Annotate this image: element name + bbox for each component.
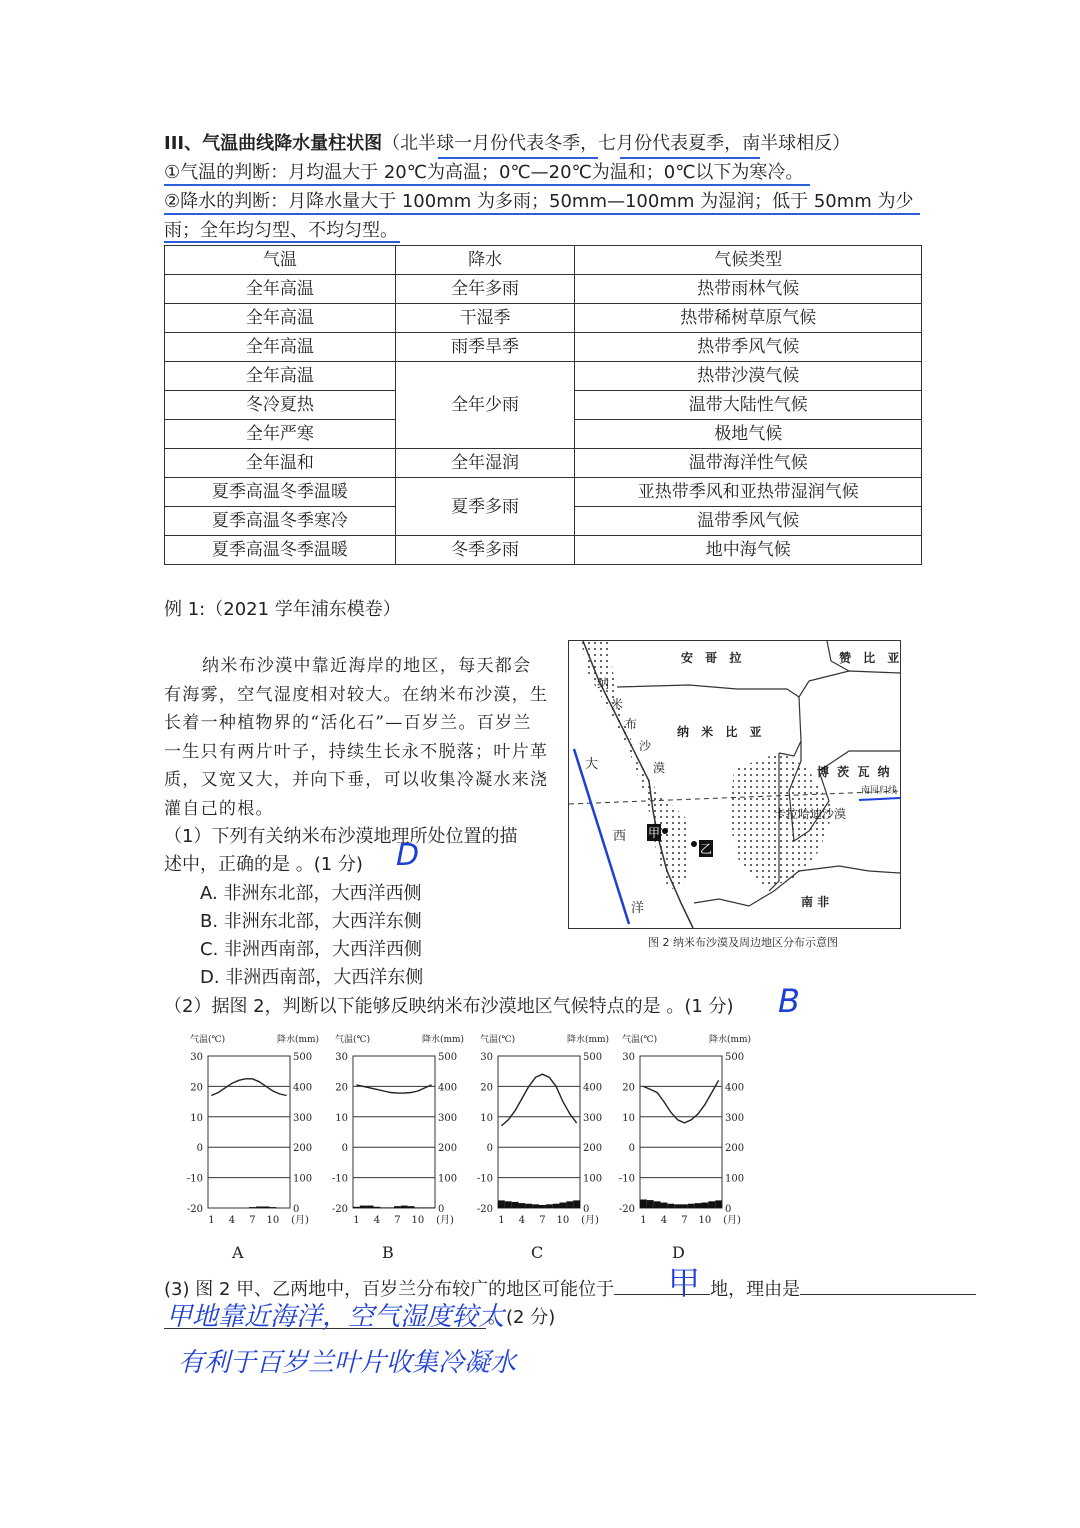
- section-title-bold: III、气温曲线降水量柱状图: [164, 133, 383, 154]
- precip-tick-label: 500: [293, 1052, 313, 1063]
- month-tick-label: 4: [228, 1215, 236, 1226]
- temperature-rule: ①气温的判断：月均温大于 20℃为高温；0℃—20℃为温和；0℃以下为寒冷。: [164, 162, 804, 183]
- label-namibia: 纳 米 比 亚: [677, 725, 766, 739]
- underline: [438, 157, 598, 159]
- question-2: （2）据图 2，判断以下能够反映纳米布沙漠地区气候特点的是 。(1 分): [164, 996, 734, 1017]
- month-tick-label: 10: [556, 1215, 570, 1226]
- month-tick-label: 1: [208, 1215, 215, 1226]
- precip-tick-label: 200: [725, 1143, 745, 1155]
- passage-text: 纳米布沙漠中靠近海岸的地区，每天都会有海雾，空气湿度相对较大。在纳米布沙漠，生长着一种植物界的“活化石”—百岁兰。百岁兰一生只有两片叶子，持续生长永不脱落；叶片革质，又宽又大，并向下垂，可以收集冷凝水来浇灌自己的根。: [164, 656, 549, 819]
- example-title: 例 1:（2021 学年浦东模卷）: [164, 599, 401, 620]
- climate-cell: 亚热带季风和亚热带湿润气候: [575, 478, 922, 507]
- label-namib-2: 米: [611, 697, 624, 711]
- temp-tick-label: -20: [476, 1204, 493, 1215]
- header-temperature: 气温: [165, 246, 396, 275]
- label-jia: 甲: [648, 826, 661, 840]
- temp-tick-label: 0: [196, 1143, 203, 1155]
- precip-tick-label: 400: [583, 1082, 603, 1094]
- handwritten-reason-1: 甲地靠近海洋，空气湿度较大: [166, 1302, 505, 1332]
- month-tick-label: 10: [411, 1215, 425, 1226]
- precip-bar: [702, 1203, 709, 1208]
- temp-tick-label: 10: [622, 1112, 635, 1124]
- section-title-rest: （北半球一月份代表冬季，七月份代表夏季，南半球相反）: [382, 133, 851, 154]
- precip-bar: [401, 1206, 408, 1208]
- precip-tick-label: 400: [725, 1082, 745, 1094]
- handwritten-reason-2: 有利于百岁兰叶片收集冷凝水: [178, 1348, 517, 1378]
- chart-label-c: C: [531, 1243, 544, 1262]
- month-tick-label: 4: [518, 1215, 526, 1226]
- month-unit-label: (月): [723, 1215, 741, 1226]
- precip-bar: [573, 1200, 580, 1208]
- month-tick-label: 10: [266, 1215, 280, 1226]
- temp-tick-label: -20: [186, 1204, 203, 1215]
- temp-tick-label: -20: [331, 1204, 348, 1215]
- label-angola: 安 哥 拉: [681, 651, 746, 665]
- table-row: [165, 333, 922, 362]
- precip-bar: [498, 1200, 505, 1208]
- label-kalahari: 卡拉哈迪沙漠: [774, 807, 847, 821]
- table-row: [165, 275, 922, 304]
- precip-bar: [505, 1201, 512, 1208]
- label-da: 大: [585, 757, 599, 772]
- header-climate-type: 气候类型: [575, 246, 922, 275]
- month-tick-label: 7: [394, 1215, 401, 1226]
- temp-tick-label: 0: [341, 1143, 348, 1155]
- question-1-line1: （1）下列有关纳米布沙漠地理所处位置的描: [164, 826, 518, 847]
- precip-bar: [428, 1207, 435, 1208]
- month-tick-label: 1: [353, 1215, 360, 1226]
- temp-tick-label: 0: [628, 1143, 635, 1155]
- temp-axis-label: 气温(℃): [335, 1035, 371, 1045]
- temp-cell: 夏季高温冬季温暖: [165, 536, 396, 565]
- temp-cell: 夏季高温冬季寒冷: [165, 507, 396, 536]
- month-tick-label: 7: [539, 1215, 546, 1226]
- precip-tick-label: 0: [583, 1204, 590, 1215]
- underline: [164, 241, 400, 243]
- precip-bar: [688, 1204, 695, 1208]
- option-b: B. 非洲东北部，大西洋东侧: [200, 911, 422, 932]
- precipitation-rule-line1: ②降水的判断：月降水量大于 100mm 为多雨；50mm—100mm 为湿润；低于 50mm 为少: [164, 191, 914, 212]
- temp-tick-label: 30: [622, 1052, 635, 1063]
- precip-bar: [674, 1204, 681, 1208]
- precip-cell: 夏季多雨: [395, 478, 575, 536]
- precip-bar: [661, 1203, 668, 1208]
- label-yang: 洋: [631, 901, 645, 916]
- precip-bar: [408, 1206, 415, 1208]
- climate-cell: 热带季风气候: [575, 333, 922, 362]
- precip-bar: [421, 1207, 428, 1208]
- temp-tick-label: 0: [486, 1143, 493, 1155]
- precip-axis-label: 降水(mm): [566, 1035, 610, 1045]
- month-unit-label: (月): [291, 1215, 309, 1226]
- month-tick-label: 1: [498, 1215, 505, 1226]
- table-header-row: [165, 246, 922, 275]
- month-tick-label: 4: [660, 1215, 668, 1226]
- option-c: C. 非洲西南部，大西洋西侧: [200, 939, 423, 960]
- precip-bar: [532, 1204, 539, 1208]
- temp-tick-label: 10: [190, 1112, 203, 1124]
- underline: [620, 157, 760, 159]
- temp-tick-label: 30: [335, 1052, 348, 1063]
- precip-tick-label: 200: [438, 1143, 458, 1155]
- question-3-line2: 。(2 分): [488, 1307, 556, 1328]
- precip-tick-label: 0: [293, 1204, 300, 1215]
- label-zambia: 赞 比 亚: [839, 651, 904, 665]
- temperature-curve: [501, 1074, 576, 1126]
- month-tick-label: 7: [249, 1215, 256, 1226]
- precip-bar: [353, 1207, 360, 1208]
- precip-tick-label: 200: [293, 1143, 313, 1155]
- map-caption: 图 2 纳米布沙漠及周边地区分布示意图: [648, 936, 838, 949]
- precip-bar: [512, 1202, 519, 1208]
- precip-bar: [667, 1204, 674, 1208]
- climate-cell: 温带季风气候: [575, 507, 922, 536]
- handwritten-answer-1: D: [396, 838, 420, 873]
- temp-cell: 全年温和: [165, 449, 396, 478]
- precip-bar: [715, 1200, 722, 1208]
- climate-table: [164, 245, 922, 565]
- temp-tick-label: 30: [480, 1052, 493, 1063]
- precip-bar: [387, 1207, 394, 1208]
- label-tropic: 南回归线: [861, 786, 898, 796]
- temp-tick-label: -10: [476, 1173, 493, 1185]
- precip-bar: [249, 1207, 256, 1208]
- handwritten-answer-2: B: [778, 982, 800, 1020]
- month-tick-label: 10: [698, 1215, 712, 1226]
- climate-cell: 热带稀树草原气候: [575, 304, 922, 333]
- chart-label-b: B: [382, 1243, 394, 1262]
- plot-frame: [498, 1056, 580, 1208]
- temp-cell: 全年高温: [165, 362, 396, 391]
- precip-bar: [270, 1207, 277, 1208]
- temperature-curve: [211, 1079, 286, 1096]
- precip-bar: [695, 1203, 702, 1208]
- precip-tick-label: 100: [293, 1173, 313, 1185]
- temp-tick-label: -10: [331, 1173, 348, 1185]
- precip-bar: [360, 1206, 367, 1208]
- precip-bar: [525, 1204, 532, 1208]
- climate-cell: 地中海气候: [575, 536, 922, 565]
- temp-tick-label: 20: [335, 1082, 348, 1094]
- temp-axis-label: 气温(℃): [190, 1035, 226, 1045]
- table-row: [165, 536, 922, 565]
- precip-bar: [654, 1201, 661, 1208]
- precip-bar: [415, 1207, 422, 1208]
- precip-tick-label: 300: [583, 1112, 603, 1124]
- precip-axis-label: 降水(mm): [276, 1035, 320, 1045]
- temp-cell: 夏季高温冬季温暖: [165, 478, 396, 507]
- precip-bar: [374, 1207, 381, 1208]
- q3-text-a: (3) 图 2 甲、乙两地中，百岁兰分布较广的地区可能位于: [164, 1279, 615, 1300]
- temp-tick-label: 20: [190, 1082, 203, 1094]
- precip-bar: [394, 1206, 401, 1208]
- precip-tick-label: 0: [725, 1204, 732, 1215]
- option-d: D. 非洲西南部，大西洋东侧: [200, 967, 424, 988]
- precip-cell: 雨季旱季: [395, 333, 575, 362]
- precip-bar: [553, 1204, 560, 1208]
- handwritten-answer-3: 甲: [668, 1264, 701, 1302]
- chart-label-d: D: [672, 1243, 685, 1262]
- section-title: [164, 130, 850, 158]
- plot-frame: [353, 1056, 435, 1208]
- precip-bar: [640, 1199, 647, 1208]
- temp-tick-label: -10: [186, 1173, 203, 1185]
- precip-tick-label: 100: [583, 1173, 603, 1185]
- precip-tick-label: 500: [583, 1052, 603, 1063]
- precip-cell: 冬季多雨: [395, 536, 575, 565]
- precip-tick-label: 200: [583, 1143, 603, 1155]
- climate-charts: [180, 1028, 770, 1238]
- namib-map: [568, 640, 904, 929]
- temp-tick-label: -20: [618, 1204, 635, 1215]
- temp-tick-label: 20: [622, 1082, 635, 1094]
- temp-axis-label: 气温(℃): [622, 1035, 658, 1045]
- label-namib-4: 沙: [639, 739, 652, 753]
- precip-bar: [647, 1200, 654, 1208]
- month-tick-label: 7: [681, 1215, 688, 1226]
- label-botswana: 博 茨 瓦 纳: [817, 765, 892, 779]
- precip-cell: 全年少雨: [395, 362, 575, 449]
- table-row: [165, 304, 922, 333]
- label-xi: 西: [613, 829, 627, 844]
- month-unit-label: (月): [436, 1215, 454, 1226]
- temp-tick-label: 20: [480, 1082, 493, 1094]
- precip-bar: [367, 1206, 374, 1208]
- precip-tick-label: 500: [438, 1052, 458, 1063]
- temp-axis-label: 气温(℃): [480, 1035, 516, 1045]
- label-namib-5: 漠: [653, 761, 666, 775]
- table-row: [165, 362, 922, 391]
- precip-bar: [256, 1206, 263, 1208]
- precip-cell: 干湿季: [395, 304, 575, 333]
- climate-cell: 热带沙漠气候: [575, 362, 922, 391]
- climate-chart-c: [477, 1033, 609, 1226]
- passage: [164, 652, 549, 823]
- temp-cell: 全年高温: [165, 333, 396, 362]
- precip-axis-label: 降水(mm): [708, 1035, 752, 1045]
- precip-cell: 全年多雨: [395, 275, 575, 304]
- temp-cell: 冬冷夏热: [165, 391, 396, 420]
- climate-chart-a: [187, 1033, 319, 1226]
- precip-cell: 全年湿润: [395, 449, 575, 478]
- precip-tick-label: 300: [293, 1112, 313, 1124]
- climate-chart-d: [619, 1033, 751, 1226]
- table-row: [165, 449, 922, 478]
- month-tick-label: 1: [640, 1215, 647, 1226]
- precip-bar: [560, 1203, 567, 1208]
- precip-bar: [708, 1201, 715, 1208]
- temp-tick-label: 30: [190, 1052, 203, 1063]
- map-drawing: [569, 641, 900, 928]
- precip-tick-label: 400: [293, 1082, 313, 1094]
- climate-chart-b: [332, 1033, 464, 1226]
- precip-bar: [539, 1205, 546, 1208]
- temp-cell: 全年严寒: [165, 420, 396, 449]
- temp-cell: 全年高温: [165, 275, 396, 304]
- label-yi: 乙: [700, 842, 713, 856]
- precipitation-rule-line2: 雨；全年均匀型、不均匀型。: [164, 220, 398, 241]
- precip-tick-label: 0: [438, 1204, 445, 1215]
- precip-tick-label: 100: [725, 1173, 745, 1185]
- temp-tick-label: 10: [480, 1112, 493, 1124]
- label-namib-1: 纳: [597, 677, 610, 691]
- precip-bar: [566, 1201, 573, 1208]
- precip-bar: [681, 1204, 688, 1208]
- precip-axis-label: 降水(mm): [421, 1035, 465, 1045]
- precip-bar: [380, 1207, 387, 1208]
- precip-tick-label: 500: [725, 1052, 745, 1063]
- chart-label-a: A: [232, 1243, 244, 1262]
- table-row: [165, 478, 922, 507]
- option-a: A. 非洲东北部，大西洋西侧: [200, 883, 422, 904]
- precip-bar: [263, 1206, 270, 1208]
- underline: [164, 213, 920, 215]
- header-precipitation: 降水: [395, 246, 575, 275]
- underline: [164, 184, 810, 186]
- plot-frame: [640, 1056, 722, 1208]
- label-south-africa: 南 非: [801, 895, 830, 909]
- temp-tick-label: 10: [335, 1112, 348, 1124]
- precip-tick-label: 400: [438, 1082, 458, 1094]
- q3-text-b: 地，理由是: [710, 1279, 801, 1300]
- precip-tick-label: 100: [438, 1173, 458, 1185]
- month-unit-label: (月): [581, 1215, 599, 1226]
- label-namib-3: 布: [625, 717, 638, 731]
- climate-cell: 热带雨林气候: [575, 275, 922, 304]
- blank-2: [800, 1278, 976, 1295]
- climate-cell: 温带海洋性气候: [575, 449, 922, 478]
- climate-cell: 温带大陆性气候: [575, 391, 922, 420]
- temp-tick-label: -10: [618, 1173, 635, 1185]
- precip-tick-label: 300: [725, 1112, 745, 1124]
- month-tick-label: 4: [373, 1215, 381, 1226]
- question-1-line2: 述中，正确的是 。(1 分): [164, 854, 363, 875]
- precip-bar: [519, 1203, 526, 1208]
- temp-cell: 全年高温: [165, 304, 396, 333]
- precip-tick-label: 300: [438, 1112, 458, 1124]
- climate-cell: 极地气候: [575, 420, 922, 449]
- precip-bar: [546, 1204, 553, 1208]
